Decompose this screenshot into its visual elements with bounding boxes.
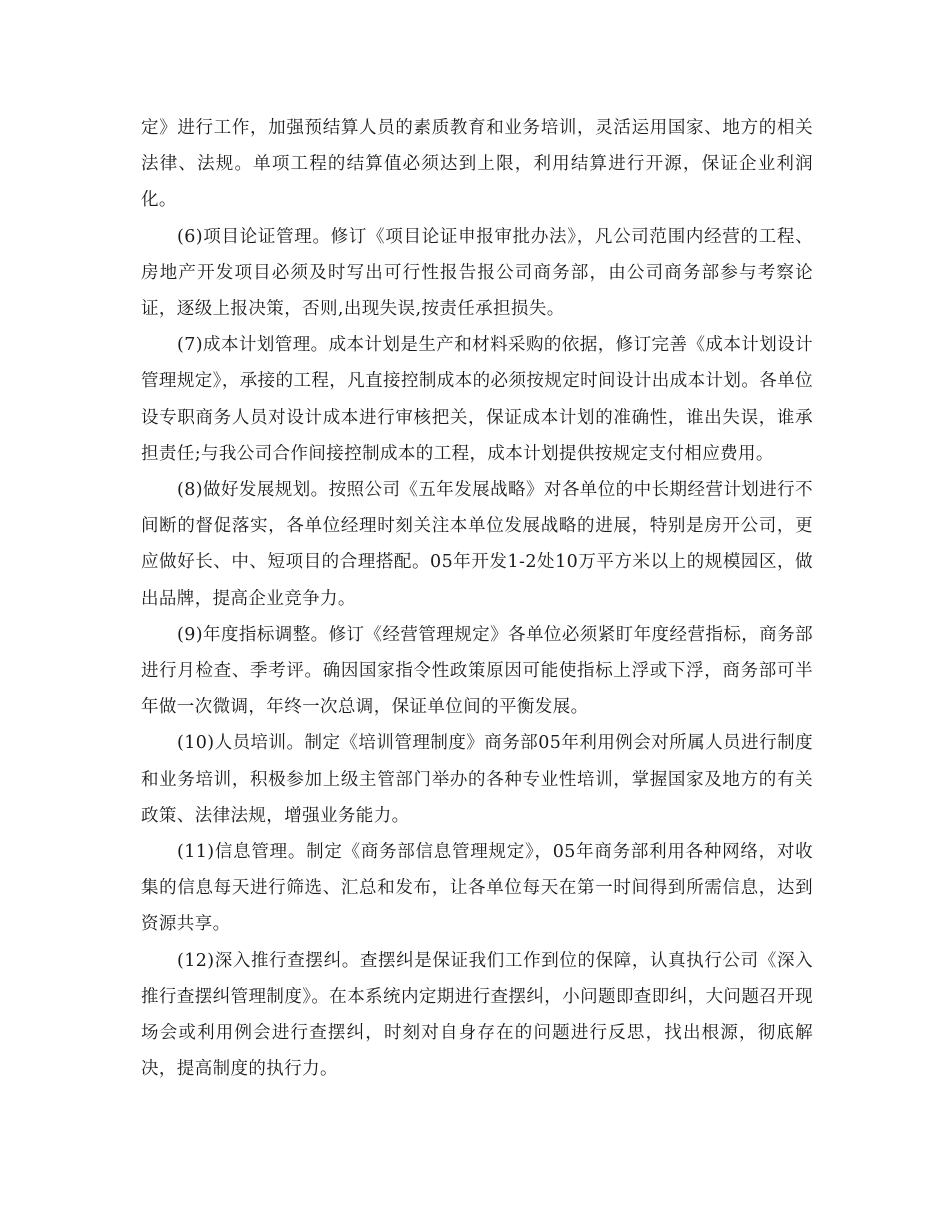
paragraph-annual-targets: (9)年度指标调整。修订《经营管理规定》各单位必须紧盯年度经营指标，商务部进行月检查、季考评。确因国家指令性政策原因可能使指标上浮或下浮，商务部可半年做一次微调，年终一次总调，保证单位间的平衡发展。 (141, 624, 813, 718)
paragraph-cost-plan: (7)成本计划管理。成本计划是生产和材料采购的依据，修订完善《成本计划设计管理规定》，承接的工程，凡直接控制成本的必须按规定时间设计出成本计划。各单位设专职商务人员对设计成本进行审核把关，保证成本计划的准确性，谁出失误，谁承担责任;与我公司合作间接控制成本的工程，成本计划提供按规定支付相应费用。 (141, 335, 813, 464)
paragraph-project-evaluation: (6)项目论证管理。修订《项目论证申报审批办法》，凡公司范围内经营的工程、房地产开发项目必须及时写出可行性报告报公司商务部，由公司商务部参与考察论证，逐级上报决策，否则,出现失误,按责任承担损失。 (141, 226, 813, 320)
paragraph-staff-training: (10)人员培训。制定《培训管理制度》商务部05年利用例会对所属人员进行制度和业务培训，积极参加上级主管部门举办的各种专业性培训，掌握国家及地方的有关政策、法律法规，增强业务能力。 (141, 733, 813, 826)
paragraph-development-plan: (8)做好发展规划。按照公司《五年发展战略》对各单位的中长期经营计划进行不间断的督促落实，各单位经理时刻关注本单位发展战略的进展，特别是房开公司，更应做好长、中、短项目的合理搭配。05年开发1-2处10万平方米以上的规模园区，做出品牌，提高企业竞争力。 (141, 480, 813, 609)
document-body (141, 110, 813, 1087)
paragraph-inspection-correction: (12)深入推行查摆纠。查摆纠是保证我们工作到位的保障，认真执行公司《深入推行查摆纠管理制度》。在本系统内定期进行查摆纠，小问题即查即纠，大问题召开现场会或利用例会进行查摆纠，时刻对自身存在的问题进行反思，找出根源，彻底解决，提高制度的执行力。 (141, 950, 813, 1080)
paragraph-continuation: 定》进行工作，加强预结算人员的素质教育和业务培训，灵活运用国家、地方的相关法律、法规。单项工程的结算值必须达到上限，利用结算进行开源，保证企业利润化。 (141, 118, 813, 211)
paragraph-information-management: (11)信息管理。制定《商务部信息管理规定》，05年商务部利用各种网络，对收集的信息每天进行筛选、汇总和发布，让各单位每天在第一时间得到所需信息，达到资源共享。 (141, 842, 813, 935)
